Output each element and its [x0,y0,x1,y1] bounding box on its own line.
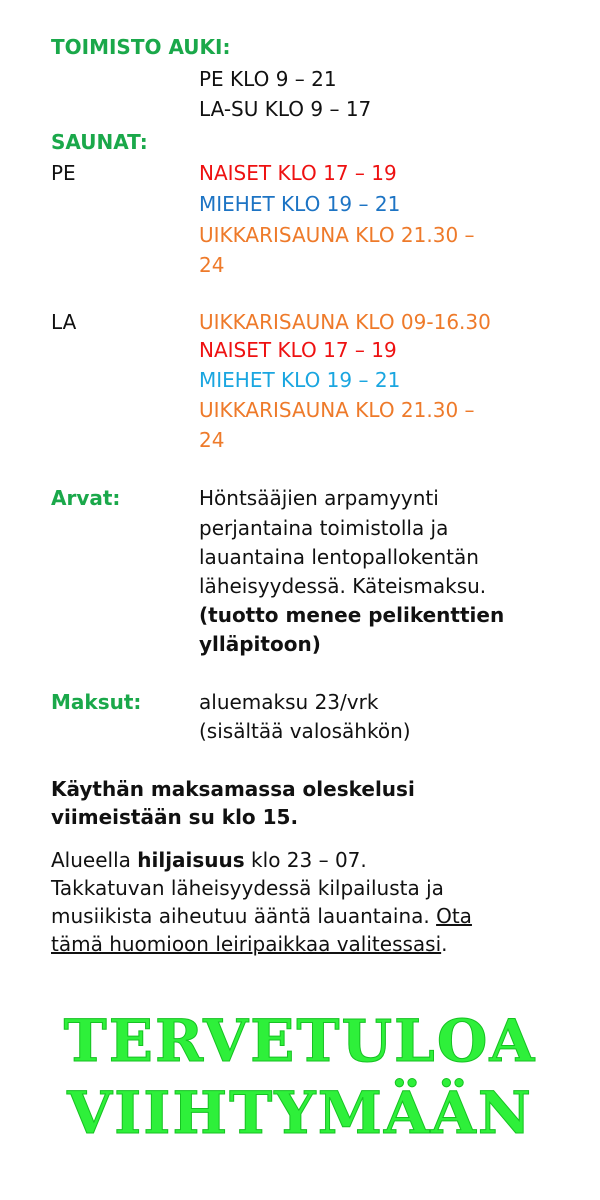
quiet-notice-end: tämä huomioon leiripaikkaa valitessasi [51,932,442,956]
sauna-saturday-swimsuit-day: UIKKARISAUNA KLO 09-16.30 [199,310,491,334]
sauna-friday-men: MIEHET KLO 19 – 21 [199,192,401,216]
quiet-hours: klo 23 – 07. [244,848,367,872]
payment-note-2: viimeistään su klo 15. [51,805,299,829]
office-hours-friday: PE KLO 9 – 21 [199,67,337,91]
quiet-line-1 [51,846,367,875]
sauna-friday-swimsuit: UIKKARISAUNA KLO 21.30 – [199,223,475,247]
raffle-label: Arvat: [51,486,121,510]
sauna-friday-swimsuit-end: 24 [199,253,225,277]
sauna-day-saturday: LA [51,310,77,334]
sauna-day-friday: PE [51,161,76,185]
raffle-line-4: läheisyydessä. Käteismaksu. [199,574,487,598]
quiet-line-2: Takkatuvan läheisyydessä kilpailusta ja [51,876,444,900]
quiet-line-3-text: musiikista aiheutuu ääntä lauantaina. [51,904,437,928]
sauna-saturday-women: NAISET KLO 17 – 19 [199,338,397,362]
raffle-proceeds-1: (tuotto menee pelikenttien [199,603,505,627]
fees-line-1: aluemaksu 23/vrk [199,690,379,714]
sauna-saturday-swimsuit-end: 24 [199,428,225,452]
payment-note-1: Käythän maksamassa oleskelusi [51,777,415,801]
quiet-keyword: hiljaisuus [137,848,245,872]
office-heading: TOIMISTO AUKI: [51,35,231,59]
quiet-line-4 [51,930,448,959]
raffle-line-2: perjantaina toimistolla ja [199,516,449,540]
quiet-period: . [441,932,448,956]
saunas-heading: SAUNAT: [51,130,148,154]
office-hours-weekend: LA-SU KLO 9 – 17 [199,97,372,121]
fees-line-2: (sisältää valosähkön) [199,719,411,743]
welcome-line-1: TERVETULOA [63,1007,537,1075]
sauna-saturday-men: MIEHET KLO 19 – 21 [199,368,401,392]
quiet-line-3 [51,902,472,931]
raffle-line-3: lauantaina lentopallokentän [199,545,479,569]
welcome-line-2: VIIHTYMÄÄN [67,1079,533,1147]
raffle-proceeds-2: ylläpitoon) [199,632,321,656]
fees-label: Maksut: [51,690,142,714]
raffle-line-1: Höntsääjien arpamyynti [199,486,439,510]
quiet-prefix: Alueella [51,848,138,872]
sauna-saturday-swimsuit: UIKKARISAUNA KLO 21.30 – [199,398,475,422]
sauna-friday-women: NAISET KLO 17 – 19 [199,161,397,185]
quiet-notice-start: Ota [436,904,472,928]
